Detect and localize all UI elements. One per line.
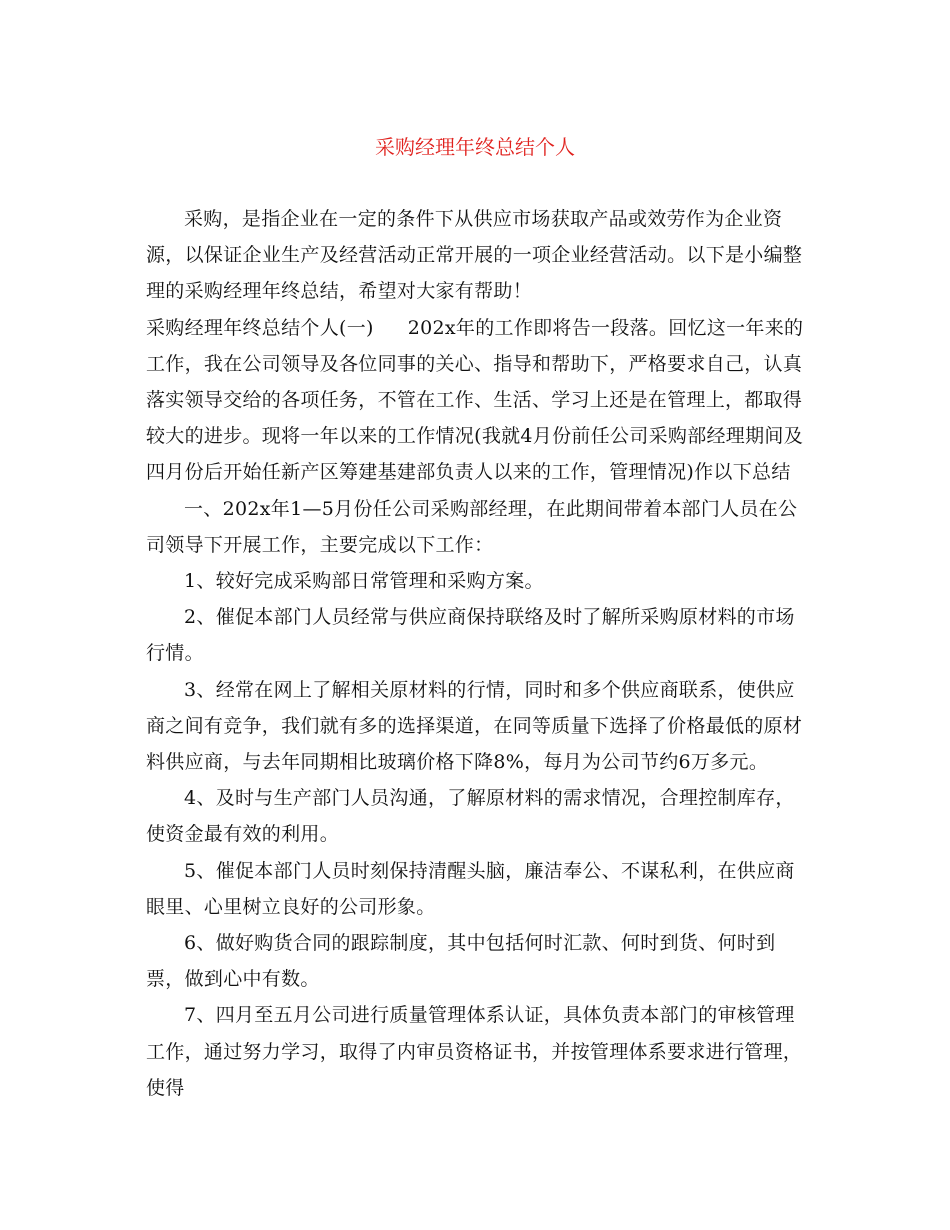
intro-paragraph: 采购，是指企业在一定的条件下从供应市场获取产品或效劳作为企业资源，以保证企业生产及经营活动正常开展的一项企业经营活动。以下是小编整理的采购经理年终总结，希望对大家有帮助！ xyxy=(146,208,803,303)
list-item: 5、催促本部门人员时刻保持清醒头脑，廉洁奉公、不谋私利，在供应商眼里、心里树立良好的公司形象。 xyxy=(146,859,795,918)
section-heading: 采购经理年终总结个人(一) xyxy=(146,316,374,339)
document-title: 采购经理年终总结个人 xyxy=(375,135,575,159)
list-item: 2、催促本部门人员经常与供应商保持联络及时了解所采购原材料的市场行情。 xyxy=(146,606,795,665)
document-body xyxy=(146,201,808,1106)
list-item: 4、及时与生产部门人员沟通，了解原材料的需求情况，合理控制库存，使资金最有效的利用。 xyxy=(146,787,795,846)
list-item: 7、四月至五月公司进行质量管理体系认证，具体负责本部门的审核管理工作，通过努力学习，取得了内审员资格证书，并按管理体系要求进行管理，使得 xyxy=(146,1004,803,1099)
section-paragraph xyxy=(146,310,808,491)
part-one-paragraph: 一、202x年1—5月份任公司采购部经理，在此期间带着本部门人员在公司领导下开展工作，主要完成以下工作： xyxy=(146,497,798,556)
section-intro: 202x年的工作即将告一段落。回忆这一年来的工作，我在公司领导及各位同事的关心、指导和帮助下，严格要求自己，认真落实领导交给的各项任务，不管在工作、生活、学习上还是在管理上，都取得较大的进步。现将一年以来的工作情况(我就4月份前任公司采购部经理期间及四月份后开始任新产区筹建基建部负责人以来的工作，管理情况)作以下总结 xyxy=(146,316,804,484)
list-item: 6、做好购货合同的跟踪制度，其中包括何时汇款、何时到货、何时到票，做到心中有数。 xyxy=(146,932,776,991)
list-item: 1、较好完成采购部日常管理和采购方案。 xyxy=(184,570,544,593)
list-item: 3、经常在网上了解相关原材料的行情，同时和多个供应商联系，使供应商之间有竞争，我们就有多的选择渠道，在同等质量下选择了价格最低的原材料供应商，与去年同期相比玻璃价格下降8%，每月为公司节约6万多元。 xyxy=(146,678,803,774)
